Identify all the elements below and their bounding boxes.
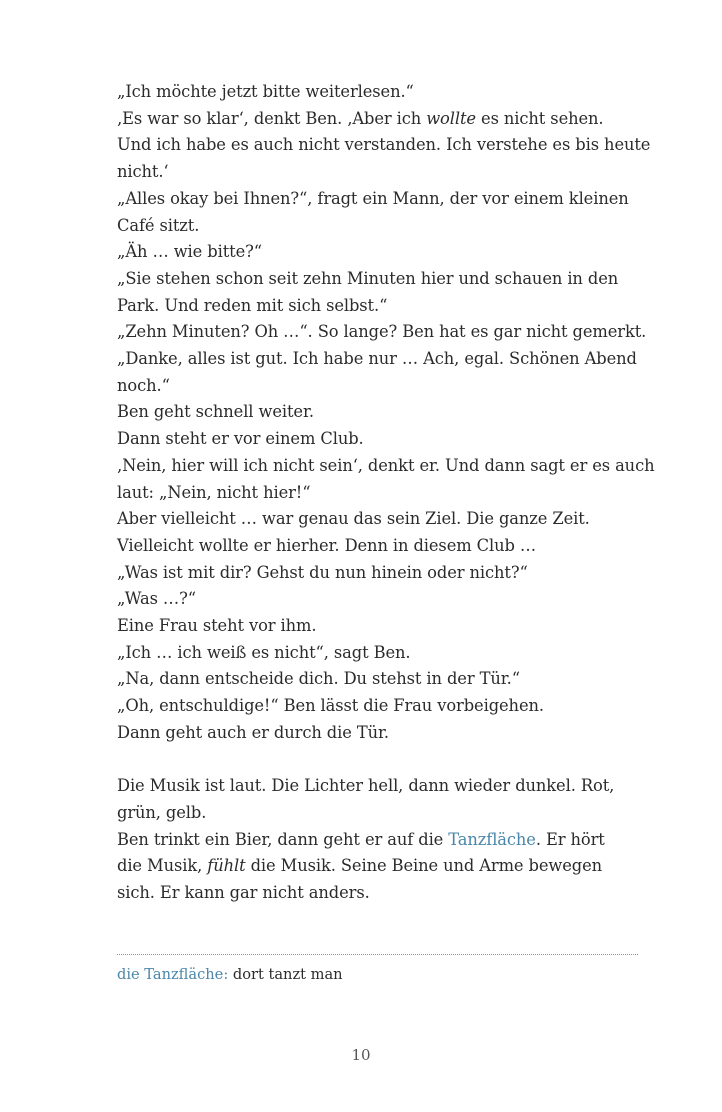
- text-line: „Na, dann entscheide dich. Du stehst in der Tür.“: [117, 669, 520, 689]
- paragraph-gap: [117, 747, 657, 774]
- text-line: „Ich … ich weiß es nicht“, sagt Ben.: [117, 642, 411, 662]
- text-line: Dann steht er vor einem Club.: [117, 429, 364, 449]
- text-line: Café sitzt.: [117, 215, 200, 235]
- text-line: Die Musik ist laut. Die Lichter hell, dann wieder dunkel. Rot,: [117, 776, 615, 796]
- footnote-divider: [117, 954, 638, 955]
- text-line: sich. Er kann gar nicht anders.: [117, 883, 370, 903]
- story-text: [117, 79, 657, 907]
- text-line: Ben trinkt ein Bier, dann geht er auf die Tanzfläche. Er hört: [117, 829, 605, 849]
- text-line: „Was …?“: [117, 589, 196, 609]
- page-number: 10: [351, 1046, 371, 1064]
- footnote-definition: dort tanzt man: [228, 966, 343, 983]
- text-line: nicht.‘: [117, 162, 169, 182]
- text-line: Park. Und reden mit sich selbst.“: [117, 295, 388, 315]
- text-line: noch.“: [117, 375, 170, 395]
- glossary-term-link[interactable]: Tanzfläche: [448, 829, 536, 849]
- text-line: ‚Nein, hier will ich nicht sein‘, denkt er. Und dann sagt er es auch: [117, 455, 655, 475]
- text-line: Eine Frau steht vor ihm.: [117, 616, 317, 636]
- text-line: grün, gelb.: [117, 802, 207, 822]
- text-line: „Danke, alles ist gut. Ich habe nur … Ach, egal. Schönen Abend: [117, 349, 637, 369]
- text-line: ‚Es war so klar‘, denkt Ben. ‚Aber ich wollte es nicht sehen.: [117, 108, 604, 128]
- text-line: „Sie stehen schon seit zehn Minuten hier und schauen in den: [117, 268, 619, 288]
- emphasis: wollte: [426, 108, 476, 128]
- text-line: Ben geht schnell weiter.: [117, 402, 314, 422]
- footnote-term: die Tanzfläche:: [117, 966, 229, 983]
- text-line: „Ich möchte jetzt bitte weiterlesen.“: [117, 82, 414, 101]
- text-line: Dann geht auch er durch die Tür.: [117, 722, 389, 742]
- text-line: Vielleicht wollte er hierher. Denn in diesem Club …: [117, 535, 537, 555]
- text-line: „Äh … wie bitte?“: [117, 242, 262, 262]
- text-line: „Was ist mit dir? Gehst du nun hinein oder nicht?“: [117, 562, 528, 582]
- text-line: Aber vielleicht … war genau das sein Ziel. Die ganze Zeit.: [117, 509, 590, 529]
- text-line: Und ich habe es auch nicht verstanden. Ich verstehe es bis heute: [117, 135, 651, 155]
- emphasis: fühlt: [207, 856, 246, 876]
- footnote: [117, 963, 343, 987]
- text-line: „Alles okay bei Ihnen?“, fragt ein Mann, der vor einem kleinen: [117, 188, 629, 208]
- text-line: „Zehn Minuten? Oh …“. So lange? Ben hat es gar nicht gemerkt.: [117, 322, 647, 342]
- text-line: laut: „Nein, nicht hier!“: [117, 482, 311, 502]
- text-line: die Musik, fühlt die Musik. Seine Beine und Arme bewegen: [117, 856, 603, 876]
- text-line: „Oh, entschuldige!“ Ben lässt die Frau vorbeigehen.: [117, 696, 544, 716]
